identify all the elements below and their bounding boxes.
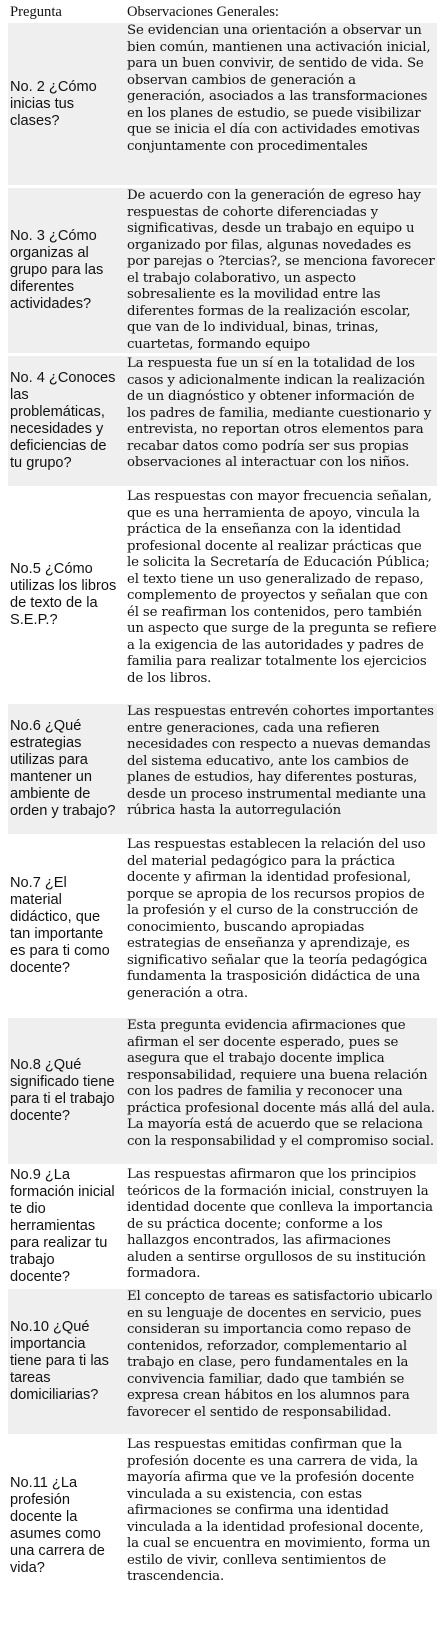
observation-cell: De acuerdo con la generación de egreso hay respuestas de cohorte diferenciadas y significativas, desde un trabajo en equipo u organizado por filas, algunas novedades es por parejas o ?tercias?, se menciona favorecer el trabajo colaborativo, un aspecto sobresaliente es la movilidad entre las diferentes formas de la realización escolar, que van de lo individual, binas, trinas, cuartetas, formando equipo [121,188,437,353]
table-row [8,837,437,1015]
table-row [8,1018,437,1164]
observation-cell: Las respuestas con mayor frecuencia señalan, que es una herramienta de apoyo, vincula la práctica de la enseñanza con la identidad profesional docente al realizar prácticas que le solicita la Secretaría de Educación Pública; el texto tiene un uso generalizado de repaso, complemento de proyectos y señalan que con él se reafirman los contenidos, pero también un aspecto que surge de la pregunta se refiere a la exigencia de las autoridades y padres de familia para realizar totalmente los ejercicios de los libros. [127,489,437,686]
observation-cell: El concepto de tareas es satisfactorio ubicarlo en su lenguaje de docentes en servicio, pues consideran su importancia como repaso de contenidos, reforzador, complementario al trabajo en clase, pero fundamentales en la convivencia familiar, dado que también se expresa crean hábitos en los alumnos para favorecer el sentido de responsabilidad. [121,1289,437,1434]
header-pregunta: Pregunta [10,4,62,20]
table-row [8,704,437,834]
observation-cell: Esta pregunta evidencia afirmaciones que afirman el ser docente esperado, pues se asegura que el trabajo docente implica responsabilidad, requiere una buena relación con los padres de familia y reconocer una práctica profesional docente más allá del aula. La mayoría está de acuerdo que se relaciona con la responsabilidad y el compromiso social. [121,1018,437,1164]
table-header-row [8,4,437,20]
question-cell: No.11 ¿La profesión docente la asumes como una carrera de vida? [10,1475,105,1576]
table-row [8,1289,437,1434]
header-observaciones: Observaciones Generales: [127,4,279,20]
question-cell: No. 3 ¿Cómo organizas al grupo para las diferentes actividades? [8,188,121,353]
table-row [8,1167,437,1286]
question-cell: No.6 ¿Qué estrategias utilizas para mantener un ambiente de orden y trabajo? [8,704,121,834]
table-row [8,489,437,701]
question-cell: No.9 ¿La formación inicial te dio herramientas para realizar tu trabajo docente? [10,1167,115,1285]
question-cell: No.5 ¿Cómo utilizas los libros de texto de la S.E.P.? [10,561,117,628]
observation-cell: Las respuestas establecen la relación del uso del material pedagógico para la práctica docente y afirman la identidad profesional, porque se apropia de los recursos propios de la profesión y el curso de la construcción de conocimiento, buscando apropiadas estrategias de enseñanza y aprendizaje, es significativo señalar que la teoría pedagógica fundamenta la trasposición didáctica de una generación a otra. [127,837,428,1001]
observation-cell: La respuesta fue un sí en la totalidad de los casos y adicionalmente indican la realización de un diagnóstico y obtener información de los padres de familia, mediante cuestionario y entrevista, no reportan otros elementos para recabar datos como podría ser sus propias observaciones al interactuar con los niños. [121,356,437,486]
question-cell: No.7 ¿El material didáctico, que tan importante es para ti como docente? [10,875,110,976]
table-row [8,356,437,486]
table-row [8,188,437,353]
question-cell: No.10 ¿Qué importancia tiene para ti las tareas domiciliarias? [8,1289,121,1434]
observation-cell: Las respuestas entrevén cohortes importantes entre generaciones, cada una refieren necesidades con respecto a nuevas demandas del sistema educativo, ante los cambios de planes de estudios, hay diferentes posturas, desde un proceso instrumental mediante una rúbrica hasta la autorregulación [121,704,437,834]
table-row [8,23,437,185]
observation-cell: Se evidencian una orientación a observar un bien común, mantienen una activación inicial, para un buen convivir, de sentido de vida. Se observan cambios de generación a generación, asociados a las transformaciones en los planes de estudio, se puede visibilizar que se inicia el día con actividades emotivas conjuntamente con procedimentales [121,23,437,185]
observations-table [8,1,437,1618]
question-cell: No. 4 ¿Conoces las problemáticas, necesidades y deficiencias de tu grupo? [8,356,121,486]
question-cell: No. 2 ¿Cómo inicias tus clases? [8,23,121,185]
question-cell: No.8 ¿Qué significado tiene para ti el trabajo docente? [8,1018,121,1164]
observation-cell: Las respuestas afirmaron que los principios teóricos de la formación inicial, construyen la identidad docente que conlleva la importancia de su práctica docente; conforme a los hallazgos encontrados, las afirmaciones aluden a sentirse orgullosos de su institución formadora. [127,1167,433,1281]
table-row [8,1437,437,1615]
observation-cell: Las respuestas emitidas confirman que la profesión docente es una carrera de vida, la mayoría afirma que ve la profesión docente vinculada a su existencia, con estas afirmaciones se confirma una identidad vinculada a la identidad profesional docente, la cual se encuentra en movimiento, forma un estilo de vivir, conlleva sentimientos de trascendencia. [127,1437,431,1584]
